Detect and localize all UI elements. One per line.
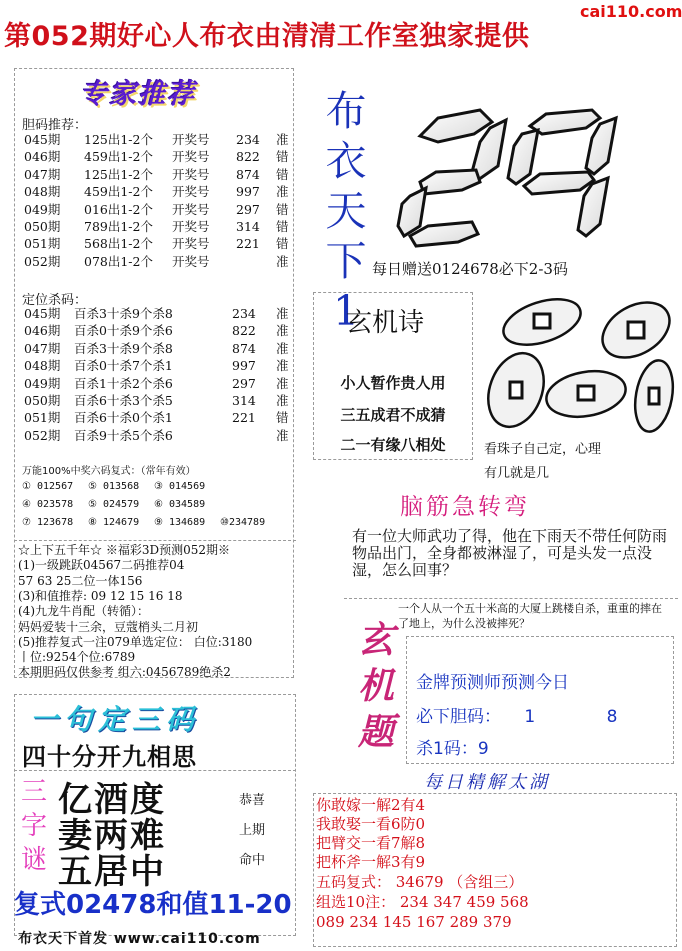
kill-row-cell: 百杀0十杀9个杀6 bbox=[74, 323, 173, 339]
kill-row-cell: 221 bbox=[232, 410, 256, 426]
kill-heading: 定位杀码： bbox=[22, 293, 88, 308]
red-tip-line: 089 234 145 167 289 379 bbox=[316, 913, 512, 931]
wanneng-row-cell: ⑩234789 bbox=[220, 517, 266, 528]
dan-row-cell: 047期 bbox=[24, 166, 61, 182]
kill-row-cell: 错 bbox=[276, 410, 289, 426]
coins-image bbox=[476, 284, 678, 436]
bead-caption bbox=[484, 438, 680, 486]
congrats-stamp bbox=[234, 786, 270, 876]
kill-row-cell: 准 bbox=[276, 375, 289, 391]
dan-row-cell: 开奖号 bbox=[172, 149, 210, 165]
dan-row-cell: 459出1-2个 bbox=[84, 149, 153, 165]
wanneng-row bbox=[20, 496, 280, 513]
kill-row bbox=[24, 409, 289, 426]
gold-dan-row bbox=[416, 702, 617, 727]
wanneng-row-cell: ⑤ 024579 bbox=[88, 499, 140, 510]
dan-row-cell: 开奖号 bbox=[172, 253, 210, 269]
divider bbox=[14, 770, 296, 771]
dan-row-cell: 开奖号 bbox=[172, 236, 210, 252]
riddle-word: 妻两难 bbox=[58, 816, 166, 856]
taihu-title: 每日精解太湖 bbox=[424, 772, 550, 793]
page-title: 第052期好心人布衣由清清工作室独家提供 bbox=[4, 21, 530, 52]
xuanji-char: 玄 bbox=[357, 620, 394, 661]
dan-row-cell: 开奖号 bbox=[172, 201, 210, 217]
xuanji-char: 机 bbox=[357, 666, 394, 707]
dan-row-cell: 开奖号 bbox=[172, 132, 210, 147]
expert-banner bbox=[80, 72, 270, 112]
kill-row-cell: 准 bbox=[276, 358, 289, 374]
wanneng-row-cell: ⑧ 124679 bbox=[88, 517, 140, 528]
kill-row bbox=[24, 375, 289, 392]
kill-table bbox=[24, 305, 294, 445]
dan-row-cell: 错 bbox=[276, 236, 289, 252]
daily-gift: 每日赠送0124678必下2-3码 bbox=[372, 260, 568, 278]
wanneng-heading: 万能100%中奖六码复式：（常年有效） bbox=[22, 466, 196, 477]
note-line: 本期胆码仅供参考 组六:0456789绝杀2 bbox=[18, 665, 231, 680]
compound-pick: 复式02478和值11-20 bbox=[14, 890, 292, 920]
note-line: 丨位:9254个位:6789 bbox=[18, 650, 136, 665]
red-tip-line: 把臂交一看7解8 bbox=[316, 834, 426, 852]
kill-row-cell: 234 bbox=[232, 306, 256, 321]
note-line: (4)九龙牛肖配（转循）： bbox=[18, 604, 149, 619]
kill-row-cell: 准 bbox=[276, 427, 289, 443]
three-char-riddle-title bbox=[16, 775, 52, 877]
kill-row-cell: 822 bbox=[232, 323, 256, 339]
dan-row-cell: 789出1-2个 bbox=[84, 219, 153, 234]
divider bbox=[14, 540, 296, 541]
footer-site[interactable]: 布衣天下首发 www.cai110.com bbox=[18, 931, 261, 947]
congrats-line: 上期 bbox=[238, 823, 265, 838]
wanneng-row-cell: ③ 014569 bbox=[154, 481, 206, 492]
note-line: ☆上下五千年☆ ※福彩3D预测052期※ bbox=[18, 543, 230, 557]
kill-row-cell: 997 bbox=[232, 358, 256, 374]
note-line: (1)一级跳跃04567二码推荐04 bbox=[18, 558, 185, 573]
riddle-word: 亿酒度 bbox=[58, 780, 166, 820]
kill-row-cell: 297 bbox=[232, 375, 256, 391]
dan-heading: 胆码推荐： bbox=[22, 118, 88, 133]
poem-line: 小人暂作贵人用 bbox=[340, 374, 446, 392]
wanneng-row-cell: ④ 023578 bbox=[22, 499, 74, 510]
site-logo[interactable] bbox=[580, 2, 680, 22]
poem-line: 三五成君不成猜 bbox=[340, 406, 446, 424]
dan-row-cell: 997 bbox=[236, 184, 260, 200]
kill-row-cell: 045期 bbox=[24, 306, 61, 321]
gold-dan-label: 必下胆码： bbox=[416, 707, 501, 727]
kill-row-cell: 百杀3十杀9个杀8 bbox=[74, 306, 173, 321]
coins-graphic bbox=[476, 284, 678, 436]
dan-row-cell: 125出1-2个 bbox=[84, 166, 153, 182]
kill-row-cell: 874 bbox=[232, 340, 256, 356]
kill-row bbox=[24, 322, 289, 339]
red-tip-line: 我敢娶一看6防0 bbox=[316, 815, 426, 833]
kill-row-cell: 048期 bbox=[24, 358, 61, 374]
wanneng-row bbox=[20, 514, 280, 531]
note-line: 妈妈爱装十三余，豆蔻梢头二月初 bbox=[18, 619, 199, 634]
dan-row-cell: 045期 bbox=[24, 132, 61, 147]
kill-row-cell: 百杀0十杀7个杀1 bbox=[74, 358, 173, 374]
kill-row-cell: 046期 bbox=[24, 323, 61, 339]
site-logo-text: cai110.com bbox=[580, 2, 682, 21]
dan-row-cell: 125出1-2个 bbox=[84, 132, 153, 147]
buyi-char: 布 bbox=[325, 87, 367, 135]
segment-digits-graphic bbox=[380, 86, 670, 248]
wanneng-row-cell: ⑤ 013568 bbox=[88, 481, 140, 492]
xuanji-vertical-title bbox=[352, 618, 400, 756]
kill-row bbox=[24, 427, 289, 444]
notes-block bbox=[16, 542, 296, 682]
bead-caption-line: 有几就是几 bbox=[484, 466, 550, 481]
dan-row bbox=[24, 201, 289, 218]
dan-row-cell: 051期 bbox=[24, 236, 61, 252]
red-tip-line: 五码复式： 34679 （含组三） bbox=[316, 873, 524, 891]
kill-row-cell: 百杀6十杀0个杀1 bbox=[74, 410, 173, 426]
dan-row-cell: 049期 bbox=[24, 201, 61, 217]
dan-row-cell: 046期 bbox=[24, 149, 61, 165]
dan-row bbox=[24, 235, 289, 252]
big-number bbox=[380, 86, 670, 248]
dan-row bbox=[24, 148, 289, 165]
gold-title: 金牌预测师预测今日 bbox=[416, 673, 569, 693]
buyi-char: 下 bbox=[325, 237, 367, 285]
wanneng-row bbox=[20, 478, 280, 495]
dan-row-cell: 错 bbox=[276, 201, 289, 217]
kill-row-cell: 百杀6十杀3个杀5 bbox=[74, 393, 173, 408]
one-line-title: 一句定三码 bbox=[30, 703, 201, 736]
dan-row-cell: 开奖号 bbox=[172, 184, 210, 200]
sanzi-char: 字 bbox=[20, 811, 47, 841]
kill-row-cell: 051期 bbox=[24, 410, 61, 426]
divider bbox=[344, 598, 678, 599]
red-tip-line: 把杯斧一解3有9 bbox=[316, 853, 426, 871]
note-line: (3)和值推荐: 09 12 15 16 18 bbox=[18, 588, 183, 603]
note-line: (5)推荐复式一注079单选定位： 白位:3180 bbox=[18, 634, 253, 649]
dan-row-cell: 048期 bbox=[24, 184, 61, 200]
dan-row bbox=[24, 218, 289, 235]
buyi-char: 1 bbox=[332, 287, 360, 335]
wanneng-row-cell: ⑦ 123678 bbox=[22, 517, 74, 528]
sanzi-char: 谜 bbox=[20, 845, 47, 875]
kill-row-cell: 314 bbox=[232, 393, 256, 408]
note-line: 57 63 25二位一体156 bbox=[18, 573, 143, 588]
kill-row bbox=[24, 305, 289, 322]
kill-row-cell: 准 bbox=[276, 340, 289, 356]
dan-table bbox=[24, 131, 294, 271]
fall-riddle-text: 一个人从一个五十米高的大厦上跳楼自杀，重重的摔在了地上，为什么没被摔死？ bbox=[398, 602, 662, 630]
bead-caption-line: 看珠子自己定，心理 bbox=[484, 442, 602, 457]
kill-row-cell: 准 bbox=[276, 323, 289, 339]
dan-row-cell: 234 bbox=[236, 132, 260, 147]
congrats-line: 命中 bbox=[238, 853, 265, 868]
dan-row bbox=[24, 253, 289, 270]
wanneng-row-cell: ⑥ 034589 bbox=[154, 499, 206, 510]
brain-teaser-title: 脑筋急转弯 bbox=[400, 494, 530, 520]
red-tip-line: 组选10注： 234 347 459 568 bbox=[316, 893, 529, 911]
riddle-text: 有一位大师武功了得，他在下雨天不带任何防雨物品出门，全身都被淋湿了，可是头发一点没湿，怎么回事？ bbox=[352, 527, 668, 579]
gold-dan-a: 1 bbox=[524, 707, 536, 727]
dan-row-cell: 052期 bbox=[24, 253, 61, 269]
poem-line: 二一有缘八相处 bbox=[340, 436, 446, 454]
kill-row-cell: 准 bbox=[276, 306, 289, 321]
dan-row-cell: 016出1-2个 bbox=[84, 201, 153, 217]
kill-row bbox=[24, 357, 289, 374]
dan-row-cell: 874 bbox=[236, 166, 260, 182]
wanneng-row-cell: ① 012567 bbox=[22, 481, 74, 492]
dan-row bbox=[24, 183, 289, 200]
dan-row-cell: 568出1-2个 bbox=[84, 236, 153, 252]
riddle-word: 五居中 bbox=[58, 852, 166, 892]
buyi-char: 衣 bbox=[325, 137, 367, 185]
dan-row-cell: 准 bbox=[276, 253, 289, 269]
kill-row-cell: 准 bbox=[276, 393, 289, 408]
kill-row-cell: 百杀9十杀5个杀6 bbox=[74, 427, 173, 443]
dan-row-cell: 050期 bbox=[24, 219, 61, 234]
expert-banner-text: 专家推荐 bbox=[80, 79, 196, 110]
kill-row-cell: 049期 bbox=[24, 375, 61, 391]
xuanji-char: 题 bbox=[357, 712, 394, 753]
dan-row bbox=[24, 131, 289, 148]
kill-row-cell: 百杀1十杀2个杀6 bbox=[74, 375, 173, 391]
wanneng-row-cell: ⑨ 134689 bbox=[154, 517, 206, 528]
red-tip-line: 你敢嫁一解2有4 bbox=[316, 796, 426, 814]
gold-kill: 杀1码：9 bbox=[416, 739, 489, 759]
dan-row-cell: 314 bbox=[236, 219, 260, 234]
dan-row-cell: 221 bbox=[236, 236, 260, 252]
kill-row-cell: 052期 bbox=[24, 427, 61, 443]
dan-row-cell: 822 bbox=[236, 149, 260, 165]
dan-row bbox=[24, 166, 289, 183]
dan-row-cell: 078出1-2个 bbox=[84, 253, 153, 269]
dan-row-cell: 错 bbox=[276, 166, 289, 182]
kill-row-cell: 百杀3十杀9个杀8 bbox=[74, 340, 173, 356]
dan-row-cell: 开奖号 bbox=[172, 219, 210, 234]
one-line-clue: 四十分开九相思 bbox=[22, 743, 197, 771]
poem-title: 玄机诗 bbox=[346, 308, 425, 338]
congrats-line: 恭喜 bbox=[238, 793, 265, 808]
kill-row bbox=[24, 340, 289, 357]
dan-row-cell: 错 bbox=[276, 219, 289, 234]
buyi-char: 天 bbox=[325, 187, 367, 235]
sanzi-char: 三 bbox=[20, 777, 47, 807]
dan-row-cell: 开奖号 bbox=[172, 166, 210, 182]
dan-row-cell: 297 bbox=[236, 201, 260, 217]
kill-row-cell: 047期 bbox=[24, 340, 61, 356]
dan-row-cell: 准 bbox=[276, 184, 289, 200]
kill-row-cell: 050期 bbox=[24, 393, 61, 408]
dan-row-cell: 错 bbox=[276, 149, 289, 165]
dan-row-cell: 459出1-2个 bbox=[84, 184, 153, 200]
dan-row-cell: 准 bbox=[276, 132, 289, 147]
gold-dan-b: 8 bbox=[606, 707, 618, 727]
kill-row bbox=[24, 392, 289, 409]
wanneng-grid bbox=[20, 478, 290, 534]
